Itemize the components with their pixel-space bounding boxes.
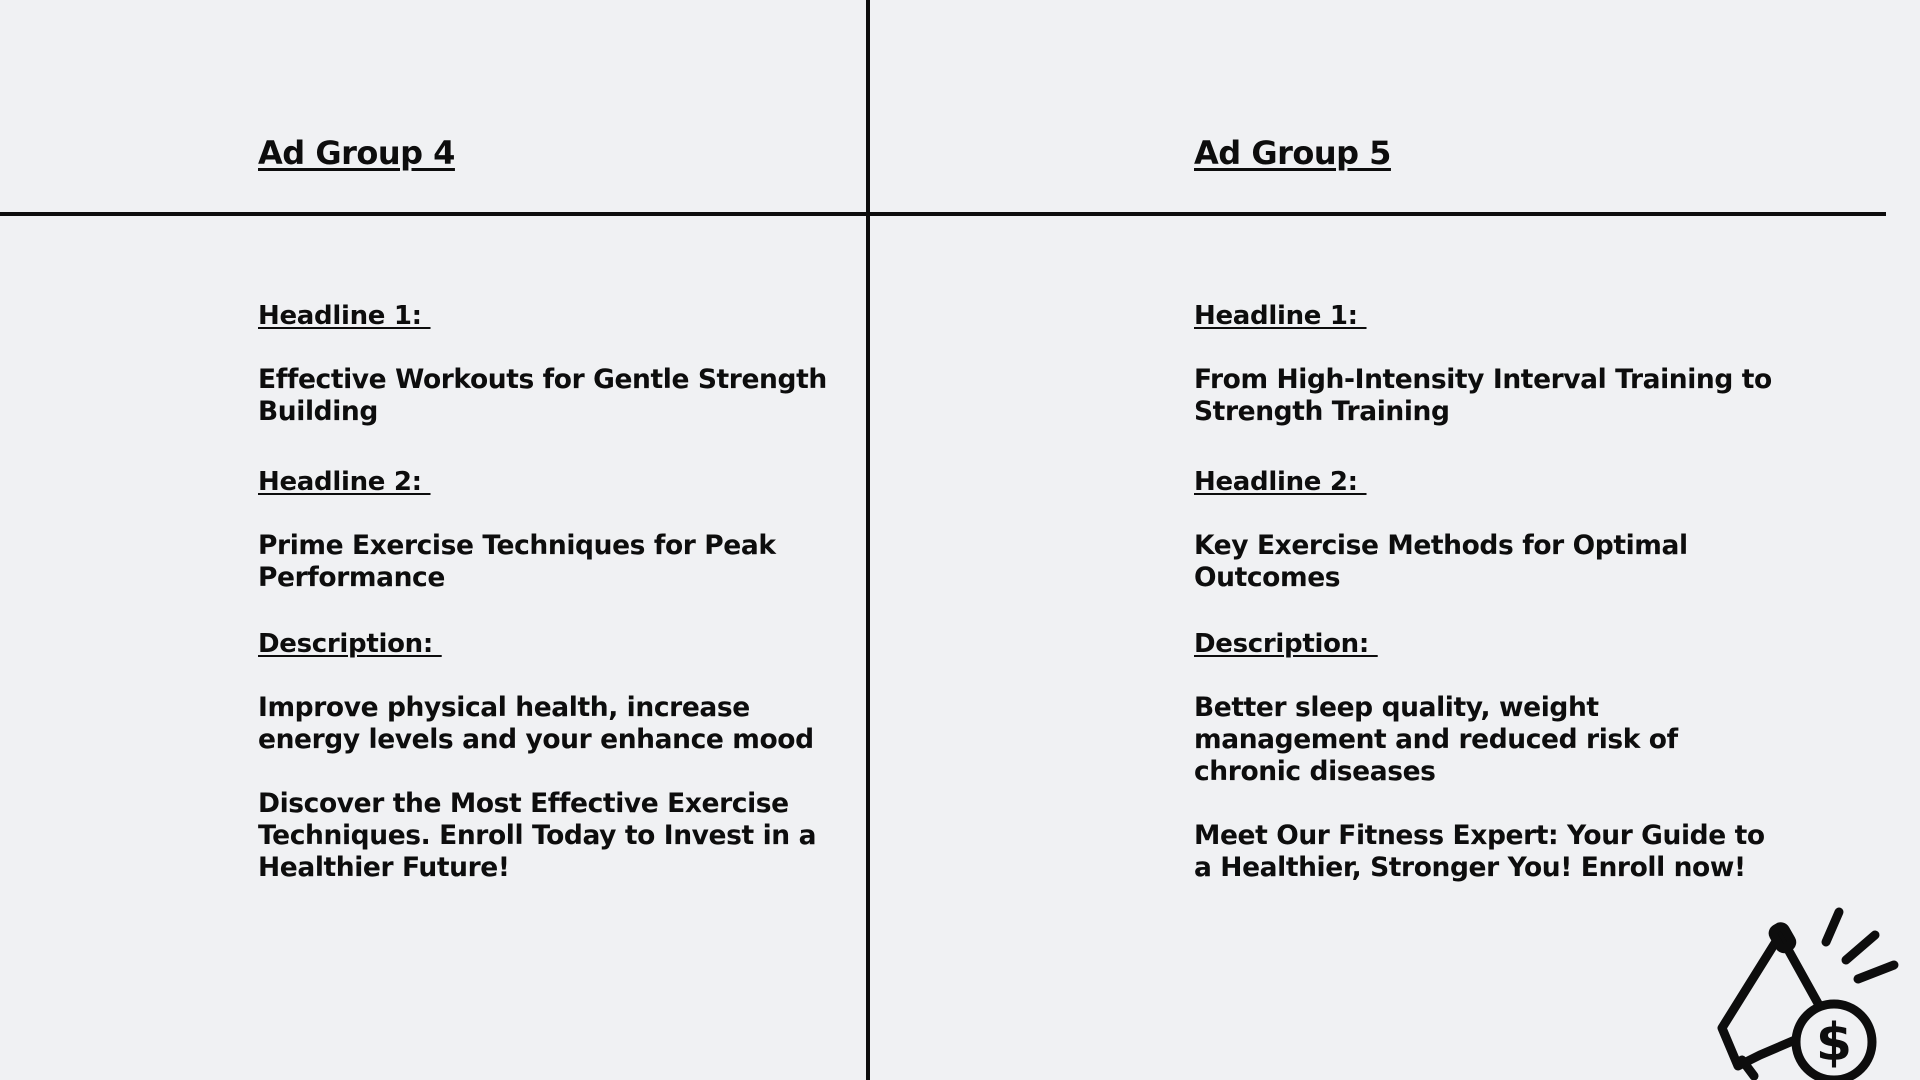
horizontal-divider [0, 212, 1886, 216]
description-text-2: Meet Our Fitness Expert: Your Guide to a Healthier, Stronger You! Enroll now! [1194, 820, 1765, 883]
description-text-2: Discover the Most Effective Exercise Techniques. Enroll Today to Invest in a Healthier Future! [258, 788, 817, 883]
ad-group-title: Ad Group 4 [258, 134, 455, 172]
description-label: Description: [1194, 629, 1378, 659]
ad-group-title: Ad Group 5 [1194, 134, 1391, 172]
description-text-1: Better sleep quality, weight management and reduced risk of chronic diseases [1194, 692, 1678, 787]
headline-1-text: From High-Intensity Interval Training to Strength Training [1194, 364, 1772, 427]
headline-2-text: Key Exercise Methods for Optimal Outcomes [1194, 530, 1688, 593]
description-text-1: Improve physical health, increase energy levels and your enhance mood [258, 692, 814, 755]
vertical-divider [866, 0, 870, 1080]
headline-1-text: Effective Workouts for Gentle Strength Building [258, 364, 827, 427]
headline-2-label: Headline 2: [1194, 467, 1367, 497]
ad-group-content [1194, 300, 1774, 884]
headline-1-label: Headline 1: [1194, 301, 1367, 331]
megaphone-dollar-icon [1700, 900, 1910, 1080]
ad-group-content [258, 300, 838, 884]
description-label: Description: [258, 629, 442, 659]
headline-2-text: Prime Exercise Techniques for Peak Performance [258, 530, 776, 593]
headline-1-label: Headline 1: [258, 301, 431, 331]
svg-text:$: $ [1815, 1013, 1853, 1073]
headline-2-label: Headline 2: [258, 467, 431, 497]
